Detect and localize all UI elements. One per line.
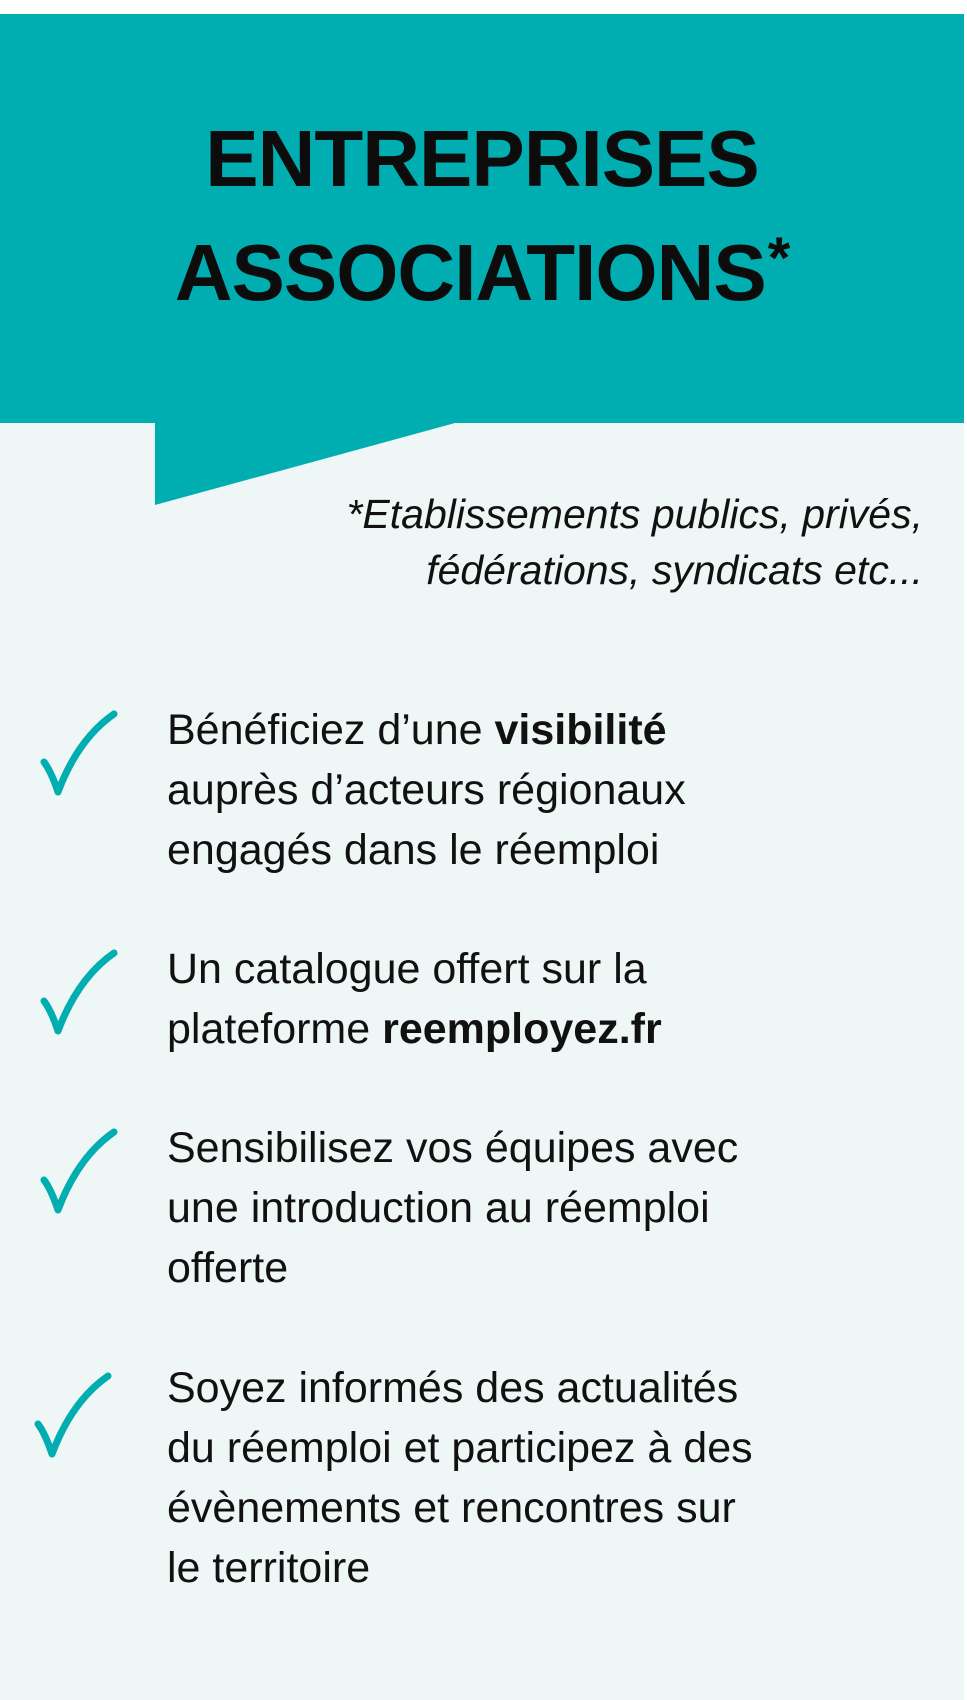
benefit-text-line: une introduction au réemploi <box>167 1184 710 1232</box>
checkmark-icon <box>36 1128 120 1220</box>
benefit-text-line: auprès d’acteurs régionaux <box>167 766 686 814</box>
benefit-text-line: Sensibilisez vos équipes avec <box>167 1124 739 1172</box>
checkmark-icon <box>36 949 120 1041</box>
benefit-text-line: du réemploi et participez à des <box>167 1424 753 1472</box>
footnote <box>163 486 923 598</box>
checkmark-icon <box>36 710 120 802</box>
title-asterisk: * <box>767 226 790 291</box>
benefit-text-line: Soyez informés des actualités <box>167 1364 739 1412</box>
benefit-text <box>167 1118 927 1298</box>
website-link-text: reemployez.fr <box>382 1005 662 1053</box>
benefit-text-line: le territoire <box>167 1544 371 1592</box>
benefit-text <box>167 700 927 880</box>
benefit-text-line: Un catalogue offert sur la <box>167 945 647 993</box>
benefit-text <box>167 1358 927 1598</box>
benefit-text-line: offerte <box>167 1244 289 1292</box>
footnote-line-2: fédérations, syndicats etc... <box>426 547 923 593</box>
benefit-text-part: Bénéficiez d’une <box>167 706 495 754</box>
title-word-associations: ASSOCIATIONS <box>174 228 766 317</box>
checkmark-icon <box>30 1372 114 1464</box>
title-line-1: ENTREPRISES <box>205 114 759 203</box>
benefit-text-line: évènements et rencontres sur <box>167 1484 736 1532</box>
header-banner <box>0 14 964 423</box>
benefit-text-bold: visibilité <box>494 706 667 754</box>
info-card <box>0 14 964 1700</box>
title-line-2 <box>0 216 964 330</box>
footnote-line-1: *Etablissements publics, privés, <box>346 491 923 537</box>
benefit-text-part: plateforme <box>167 1005 383 1053</box>
page-title <box>0 102 964 330</box>
benefit-text-line: engagés dans le réemploi <box>167 826 660 874</box>
benefit-text <box>167 939 927 1059</box>
